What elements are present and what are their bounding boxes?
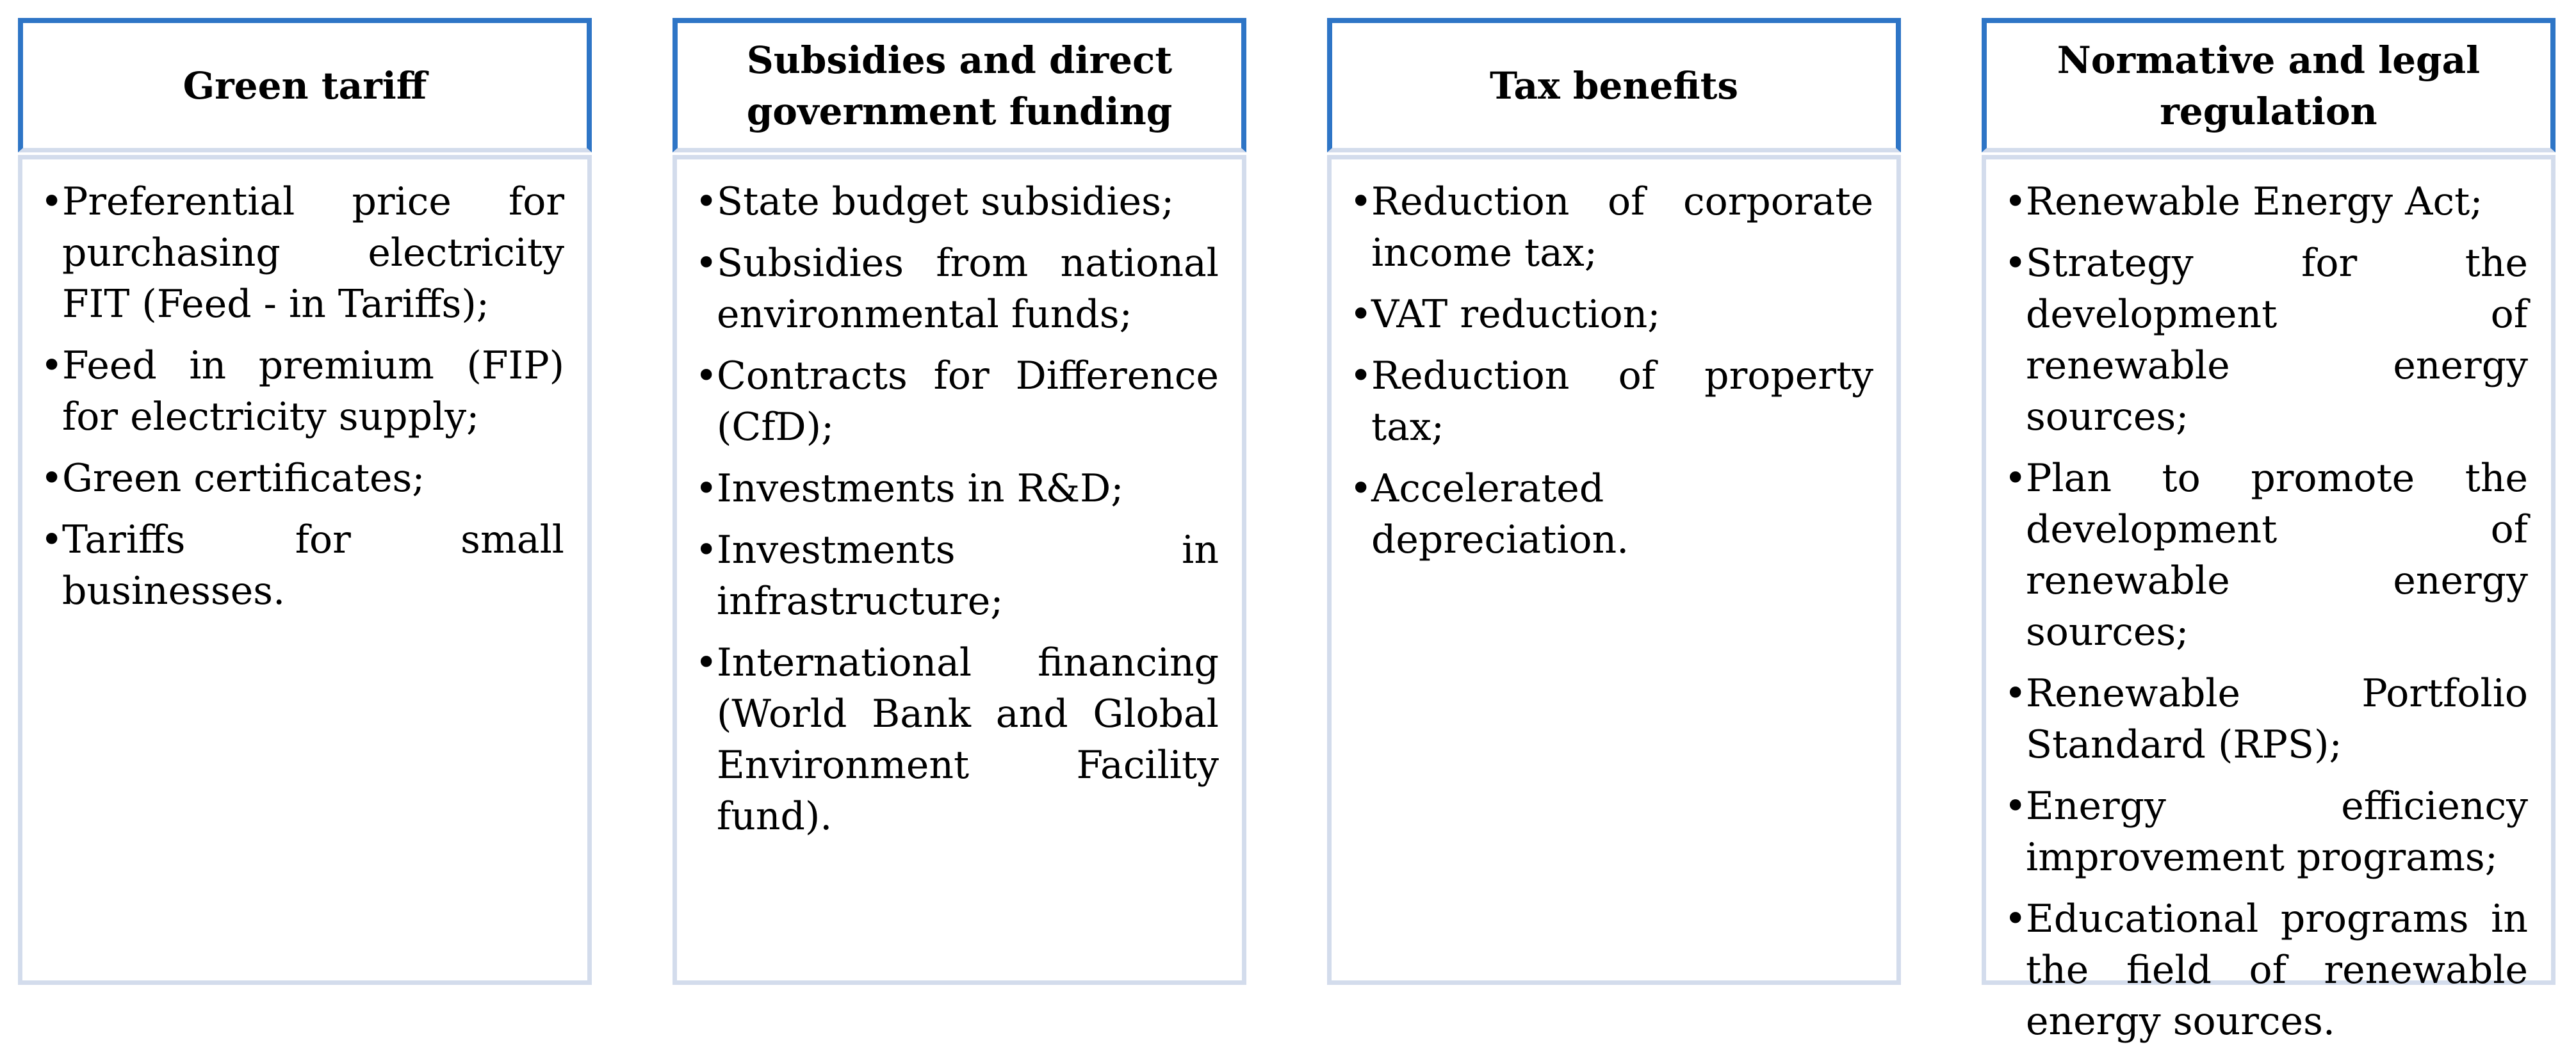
list-item: • Preferential price for purchasing electricity FIT (Feed - in Tariffs); [40, 176, 564, 330]
column-header [1327, 18, 1901, 152]
list-item: • Green certificates; [40, 453, 564, 504]
column-title: Green tariff [183, 63, 427, 108]
list-item: • Reduction of property tax; [1349, 350, 1873, 453]
list-item: • VAT reduction; [1349, 289, 1873, 340]
column-body [1982, 155, 2556, 1044]
column-body [673, 155, 1246, 985]
column-header [1982, 18, 2556, 152]
list-item: • Accelerated depreciation. [1349, 463, 1873, 565]
item-list [1349, 176, 1873, 565]
column-legal-regulation [1982, 18, 2556, 1044]
list-item: • State budget subsidies; [695, 176, 1219, 227]
item-list [695, 176, 1219, 842]
list-item: • Renewable Energy Act; [2004, 176, 2528, 227]
column-title: Normative and legal regulation [2057, 38, 2481, 133]
column-body [18, 155, 592, 985]
list-item: • Subsidies from national environmental funds; [695, 238, 1219, 340]
column-header [18, 18, 592, 152]
list-item: • Investments in infrastructure; [695, 524, 1219, 627]
list-item: • Reduction of corporate income tax; [1349, 176, 1873, 279]
column-title: Tax benefits [1489, 63, 1739, 108]
column-body [1327, 155, 1901, 985]
column-tax-benefits [1327, 18, 1901, 985]
column-subsidies [673, 18, 1246, 985]
list-item: • Strategy for the development of renewable energy sources; [2004, 238, 2528, 442]
list-item: • Contracts for Difference (CfD); [695, 350, 1219, 453]
list-item: • Investments in R&D; [695, 463, 1219, 514]
list-item: • Educational programs in the field of renewable energy sources. [2004, 893, 2528, 1047]
list-item: • Renewable Portfolio Standard (RPS); [2004, 668, 2528, 770]
column-title: Subsidies and direct government funding [746, 38, 1173, 133]
list-item: • Tariffs for small businesses. [40, 514, 564, 617]
item-list [40, 176, 564, 617]
column-header [673, 18, 1246, 152]
item-list [2004, 176, 2528, 1047]
list-item: • Feed in premium (FIP) for electricity supply; [40, 340, 564, 442]
list-item: • International financing (World Bank and Global Environment Facility fund). [695, 637, 1219, 842]
list-item: • Energy efficiency improvement programs; [2004, 781, 2528, 883]
list-item: • Plan to promote the development of renewable energy sources; [2004, 453, 2528, 658]
column-green-tariff [18, 18, 592, 985]
